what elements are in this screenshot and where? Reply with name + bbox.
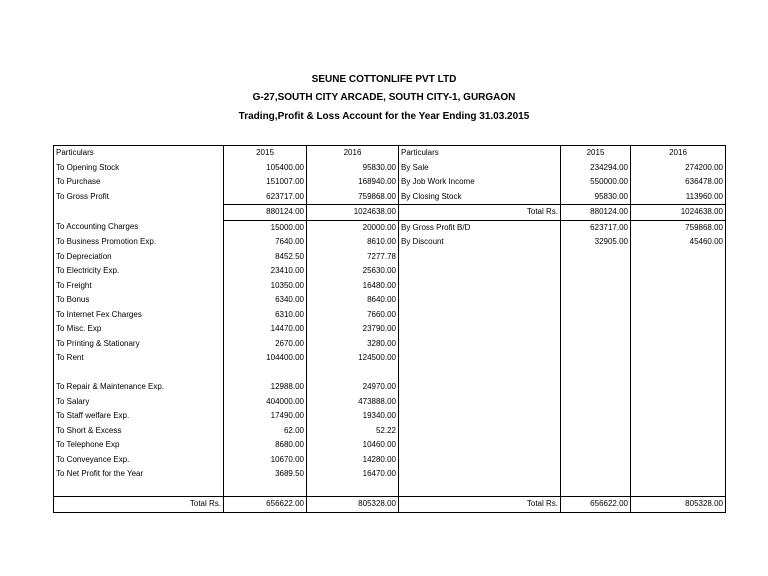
- left-particular: To Accounting Charges: [54, 220, 224, 235]
- left-particular: To Misc. Exp: [54, 322, 224, 337]
- left-amount-2015: 623717.00: [224, 190, 307, 205]
- left-amount-2016: 23790.00: [307, 322, 399, 337]
- left-amount-2016: 1024638.00: [307, 205, 399, 221]
- left-amount-2015: 17490.00: [224, 409, 307, 424]
- right-amount-2016: 636478.00: [631, 175, 726, 190]
- right-total-2015: 656622.00: [561, 497, 631, 513]
- right-amount-2016: 759868.00: [631, 220, 726, 235]
- right-amount-2016: [631, 264, 726, 279]
- table-row: [54, 190, 726, 205]
- left-particulars-header: Particulars: [54, 146, 224, 161]
- left-amount-2016: 14280.00: [307, 453, 399, 468]
- right-particular: By Discount: [399, 235, 561, 250]
- left-particular: To Freight: [54, 279, 224, 294]
- left-particular: [54, 205, 224, 221]
- left-amount-2015: 105400.00: [224, 161, 307, 176]
- right-amount-2015: [561, 293, 631, 308]
- right-amount-2016: [631, 308, 726, 323]
- right-particular: [399, 308, 561, 323]
- left-amount-2016: 168940.00: [307, 175, 399, 190]
- left-amount-2015: 880124.00: [224, 205, 307, 221]
- right-total-2016: 805328.00: [631, 497, 726, 513]
- company-address: G-27,SOUTH CITY ARCADE, SOUTH CITY-1, GURGAON: [252, 92, 516, 103]
- right-particular: [399, 366, 561, 381]
- right-amount-2016: [631, 482, 726, 497]
- right-amount-2015: 95830.00: [561, 190, 631, 205]
- table-row: [54, 482, 726, 497]
- right-particular: By Job Work Income: [399, 175, 561, 190]
- right-particular: [399, 424, 561, 439]
- right-2016-header: 2016: [631, 146, 726, 161]
- table-row: [54, 235, 726, 250]
- left-amount-2016: 473888.00: [307, 395, 399, 410]
- left-amount-2015: 104400.00: [224, 351, 307, 366]
- table-row: [54, 380, 726, 395]
- right-amount-2016: 274200.00: [631, 161, 726, 176]
- left-total-2015: 656622.00: [224, 497, 307, 513]
- table-body: [54, 146, 726, 513]
- table-row: [54, 438, 726, 453]
- table-row: [54, 161, 726, 176]
- right-amount-2015: 880124.00: [561, 205, 631, 221]
- left-particular: To Salary: [54, 395, 224, 410]
- header-row: [54, 146, 726, 161]
- right-particular: [399, 264, 561, 279]
- right-amount-2015: [561, 250, 631, 265]
- right-amount-2016: 45460.00: [631, 235, 726, 250]
- right-particular: [399, 482, 561, 497]
- left-amount-2015: [224, 482, 307, 497]
- table-row: [54, 424, 726, 439]
- right-particular: [399, 250, 561, 265]
- profit-loss-table: [53, 145, 726, 513]
- left-amount-2016: [307, 482, 399, 497]
- right-particular: [399, 395, 561, 410]
- left-amount-2015: 10350.00: [224, 279, 307, 294]
- left-total-label: Total Rs.: [54, 497, 224, 513]
- right-amount-2016: [631, 293, 726, 308]
- left-particular: To Rent: [54, 351, 224, 366]
- left-particular: To Staff welfare Exp.: [54, 409, 224, 424]
- right-amount-2015: [561, 322, 631, 337]
- right-particular: [399, 337, 561, 352]
- left-total-2016: 805328.00: [307, 497, 399, 513]
- right-amount-2015: [561, 264, 631, 279]
- right-particular: [399, 351, 561, 366]
- left-amount-2015: 151007.00: [224, 175, 307, 190]
- table-row: [54, 366, 726, 381]
- left-amount-2016: 95830.00: [307, 161, 399, 176]
- table-row: [54, 220, 726, 235]
- left-amount-2015: 8680.00: [224, 438, 307, 453]
- left-amount-2015: 15000.00: [224, 220, 307, 235]
- left-amount-2016: 3280.00: [307, 337, 399, 352]
- right-particular: [399, 453, 561, 468]
- left-amount-2015: 14470.00: [224, 322, 307, 337]
- right-amount-2016: [631, 395, 726, 410]
- left-particular: To Internet Fex Charges: [54, 308, 224, 323]
- left-particular: To Purchase: [54, 175, 224, 190]
- left-particular: To Conveyance Exp.: [54, 453, 224, 468]
- left-amount-2016: 124500.00: [307, 351, 399, 366]
- left-amount-2015: 3689.50: [224, 467, 307, 482]
- left-2016-header: 2016: [307, 146, 399, 161]
- right-particular: By Sale: [399, 161, 561, 176]
- totals-row: [54, 497, 726, 513]
- left-amount-2015: [224, 366, 307, 381]
- right-amount-2016: [631, 250, 726, 265]
- left-amount-2015: 62.00: [224, 424, 307, 439]
- left-amount-2016: 25630.00: [307, 264, 399, 279]
- right-amount-2015: [561, 337, 631, 352]
- left-amount-2015: 404000.00: [224, 395, 307, 410]
- left-amount-2015: 8452.50: [224, 250, 307, 265]
- left-amount-2015: 6310.00: [224, 308, 307, 323]
- left-amount-2016: 16480.00: [307, 279, 399, 294]
- table-row: [54, 467, 726, 482]
- right-amount-2016: [631, 409, 726, 424]
- table-row: [54, 409, 726, 424]
- table-row: [54, 395, 726, 410]
- left-particular: To Depreciation: [54, 250, 224, 265]
- table-row: [54, 351, 726, 366]
- right-amount-2016: [631, 424, 726, 439]
- right-amount-2016: [631, 453, 726, 468]
- right-amount-2015: [561, 424, 631, 439]
- right-amount-2015: [561, 467, 631, 482]
- right-amount-2015: 234294.00: [561, 161, 631, 176]
- right-amount-2016: [631, 279, 726, 294]
- right-particular: [399, 409, 561, 424]
- right-particular: [399, 322, 561, 337]
- left-particular: To Bonus: [54, 293, 224, 308]
- left-particular: To Electricity Exp.: [54, 264, 224, 279]
- right-amount-2015: [561, 380, 631, 395]
- left-particular: To Telephone Exp: [54, 438, 224, 453]
- left-amount-2016: 10460.00: [307, 438, 399, 453]
- right-particular: [399, 279, 561, 294]
- left-particular: To Printing & Stationary: [54, 337, 224, 352]
- right-amount-2016: [631, 467, 726, 482]
- right-amount-2016: [631, 366, 726, 381]
- right-2015-header: 2015: [561, 146, 631, 161]
- left-particular: To Repair & Maintenance Exp.: [54, 380, 224, 395]
- right-amount-2015: [561, 395, 631, 410]
- table-row: [54, 308, 726, 323]
- right-amount-2016: [631, 351, 726, 366]
- right-amount-2015: [561, 438, 631, 453]
- right-total-label: Total Rs.: [399, 497, 561, 513]
- left-amount-2016: 7277.78: [307, 250, 399, 265]
- left-amount-2016: 7660.00: [307, 308, 399, 323]
- table-row: [54, 337, 726, 352]
- table-row: [54, 205, 726, 221]
- right-particular: [399, 380, 561, 395]
- right-amount-2016: [631, 322, 726, 337]
- left-amount-2016: 8610.00: [307, 235, 399, 250]
- right-amount-2015: [561, 351, 631, 366]
- left-amount-2016: [307, 366, 399, 381]
- right-amount-2015: [561, 366, 631, 381]
- left-amount-2016: 24970.00: [307, 380, 399, 395]
- left-amount-2016: 16470.00: [307, 467, 399, 482]
- right-particular: [399, 467, 561, 482]
- right-amount-2015: 550000.00: [561, 175, 631, 190]
- left-particular: To Short & Excess: [54, 424, 224, 439]
- right-amount-2015: [561, 279, 631, 294]
- left-amount-2016: 8640.00: [307, 293, 399, 308]
- left-amount-2015: 10670.00: [224, 453, 307, 468]
- left-amount-2016: 19340.00: [307, 409, 399, 424]
- right-particular: [399, 293, 561, 308]
- right-particular: By Closing Stock: [399, 190, 561, 205]
- table-row: [54, 175, 726, 190]
- left-amount-2015: 23410.00: [224, 264, 307, 279]
- left-particular: To Opening Stock: [54, 161, 224, 176]
- table-row: [54, 250, 726, 265]
- right-amount-2016: 113960.00: [631, 190, 726, 205]
- right-amount-2016: [631, 380, 726, 395]
- right-amount-2016: [631, 438, 726, 453]
- table-row: [54, 453, 726, 468]
- right-amount-2015: 623717.00: [561, 220, 631, 235]
- left-2015-header: 2015: [224, 146, 307, 161]
- left-particular: To Business Promotion Exp.: [54, 235, 224, 250]
- table-row: [54, 322, 726, 337]
- right-amount-2015: [561, 409, 631, 424]
- left-amount-2015: 6340.00: [224, 293, 307, 308]
- table-row: [54, 293, 726, 308]
- left-particular: [54, 482, 224, 497]
- table-row: [54, 264, 726, 279]
- right-total-label: Total Rs.: [399, 205, 561, 221]
- right-amount-2015: [561, 482, 631, 497]
- right-amount-2016: [631, 337, 726, 352]
- right-particular: By Gross Profit B/D: [399, 220, 561, 235]
- table-row: [54, 279, 726, 294]
- right-amount-2015: [561, 308, 631, 323]
- right-particular: [399, 438, 561, 453]
- left-amount-2016: 20000.00: [307, 220, 399, 235]
- left-particular: [54, 366, 224, 381]
- left-amount-2015: 2670.00: [224, 337, 307, 352]
- left-particular: To Gross Profit: [54, 190, 224, 205]
- left-amount-2015: 12988.00: [224, 380, 307, 395]
- right-amount-2015: 32905.00: [561, 235, 631, 250]
- left-particular: To Net Profit for the Year: [54, 467, 224, 482]
- left-amount-2015: 7640.00: [224, 235, 307, 250]
- right-particulars-header: Particulars: [399, 146, 561, 161]
- company-name: SEUNE COTTONLIFE PVT LTD: [311, 74, 457, 85]
- left-amount-2016: 52.22: [307, 424, 399, 439]
- statement-title: Trading,Profit & Loss Account for the Year Ending 31.03.2015: [238, 111, 530, 122]
- left-amount-2016: 759868.00: [307, 190, 399, 205]
- right-amount-2016: 1024638.00: [631, 205, 726, 221]
- right-amount-2015: [561, 453, 631, 468]
